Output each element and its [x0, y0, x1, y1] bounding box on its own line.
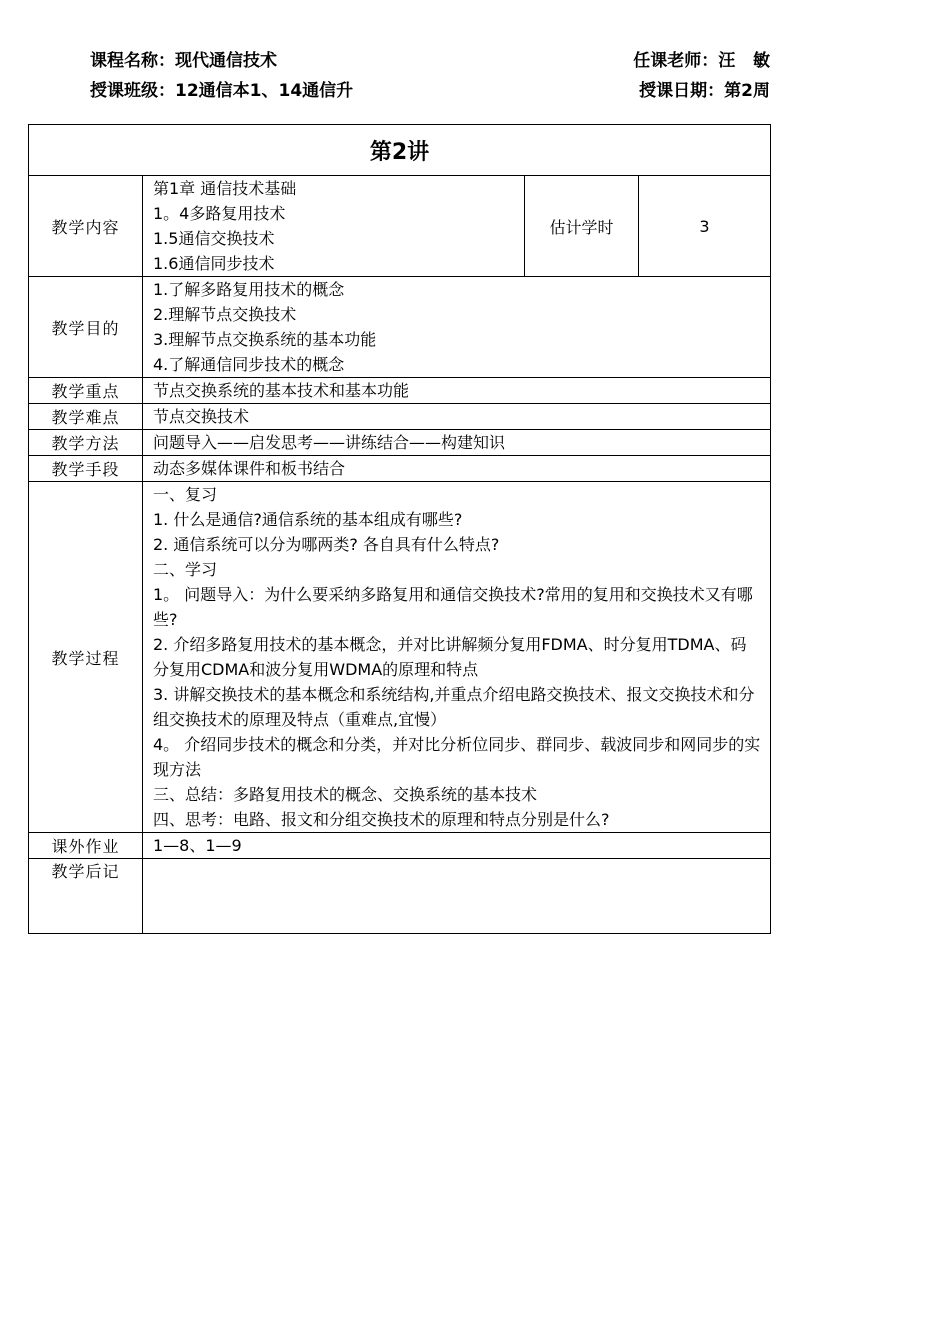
content-cell: [143, 176, 525, 277]
homework-label: 课外作业: [29, 833, 143, 859]
course-name: 课程名称：现代通信技术: [90, 51, 277, 71]
objective-line: 1.了解多路复用技术的概念: [153, 280, 345, 299]
process-line: 二、学习: [153, 560, 218, 579]
process-label: 教学过程: [29, 482, 143, 833]
content-line: 第1章 通信技术基础: [153, 179, 297, 198]
methods-cell: [143, 430, 771, 456]
process-line: 3. 讲解交换技术的基本概念和系统结构,并重点介绍电路交换技术、报文交换技术和分组交换技术的原理及特点（重难点,宜慢）: [153, 685, 755, 729]
content-line: 1.6通信同步技术: [153, 254, 275, 273]
lecture-title: 第2讲: [29, 125, 771, 176]
notes-cell: [143, 859, 771, 934]
difficulties-cell: [143, 404, 771, 430]
process-line: 四、思考：电路、报文和分组交换技术的原理和特点分别是什么?: [153, 810, 610, 829]
methods-label: 教学方法: [29, 430, 143, 456]
process-line: 2. 介绍多路复用技术的基本概念，并对比讲解频分复用FDMA、时分复用TDMA、码分复用CDMA和波分复用WDMA的原理和特点: [153, 635, 747, 679]
content-line: 1.5通信交换技术: [153, 229, 275, 248]
lecture-date: 授课日期：第2周: [639, 81, 770, 101]
homework-cell: [143, 833, 771, 859]
process-line: 三、总结：多路复用技术的概念、交换系统的基本技术: [153, 785, 538, 804]
process-cell: [143, 482, 771, 833]
class-info: 授课班级：12通信本1、14通信升: [90, 81, 354, 101]
key-points-cell: [143, 378, 771, 404]
objective-line: 3.理解节点交换系统的基本功能: [153, 330, 377, 349]
difficulties-label: 教学难点: [29, 404, 143, 430]
means-cell: [143, 456, 771, 482]
key-points-text: 节点交换系统的基本技术和基本功能: [153, 381, 410, 400]
means-label: 教学手段: [29, 456, 143, 482]
notes-label: 教学后记: [29, 859, 143, 934]
lesson-plan-table: [28, 124, 771, 934]
objectives-label: 教学目的: [29, 277, 143, 378]
methods-text: 问题导入——启发思考——讲练结合——构建知识: [153, 433, 506, 452]
hours-value: 3: [639, 176, 771, 277]
process-line: 一、复习: [153, 485, 218, 504]
objectives-cell: [143, 277, 771, 378]
key-points-label: 教学重点: [29, 378, 143, 404]
objective-line: 4.了解通信同步技术的概念: [153, 355, 345, 374]
document-header: [90, 50, 770, 110]
teacher-name: 任课老师：汪 敏: [633, 51, 770, 71]
process-line: 1. 什么是通信?通信系统的基本组成有哪些?: [153, 510, 463, 529]
difficulties-text: 节点交换技术: [153, 407, 250, 426]
process-line: 4。 介绍同步技术的概念和分类，并对比分析位同步、群同步、载波同步和网同步的实现方法: [153, 735, 761, 779]
objective-line: 2.理解节点交换技术: [153, 305, 297, 324]
content-label: 教学内容: [29, 176, 143, 277]
hours-label: 估计学时: [525, 176, 639, 277]
homework-text: 1—8、1—9: [153, 836, 242, 855]
process-line: 2. 通信系统可以分为哪两类? 各自具有什么特点?: [153, 535, 500, 554]
means-text: 动态多媒体课件和板书结合: [153, 459, 346, 478]
process-line: 1。 问题导入：为什么要采纳多路复用和通信交换技术?常用的复用和交换技术又有哪些?: [153, 585, 753, 629]
content-line: 1。4多路复用技术: [153, 204, 286, 223]
